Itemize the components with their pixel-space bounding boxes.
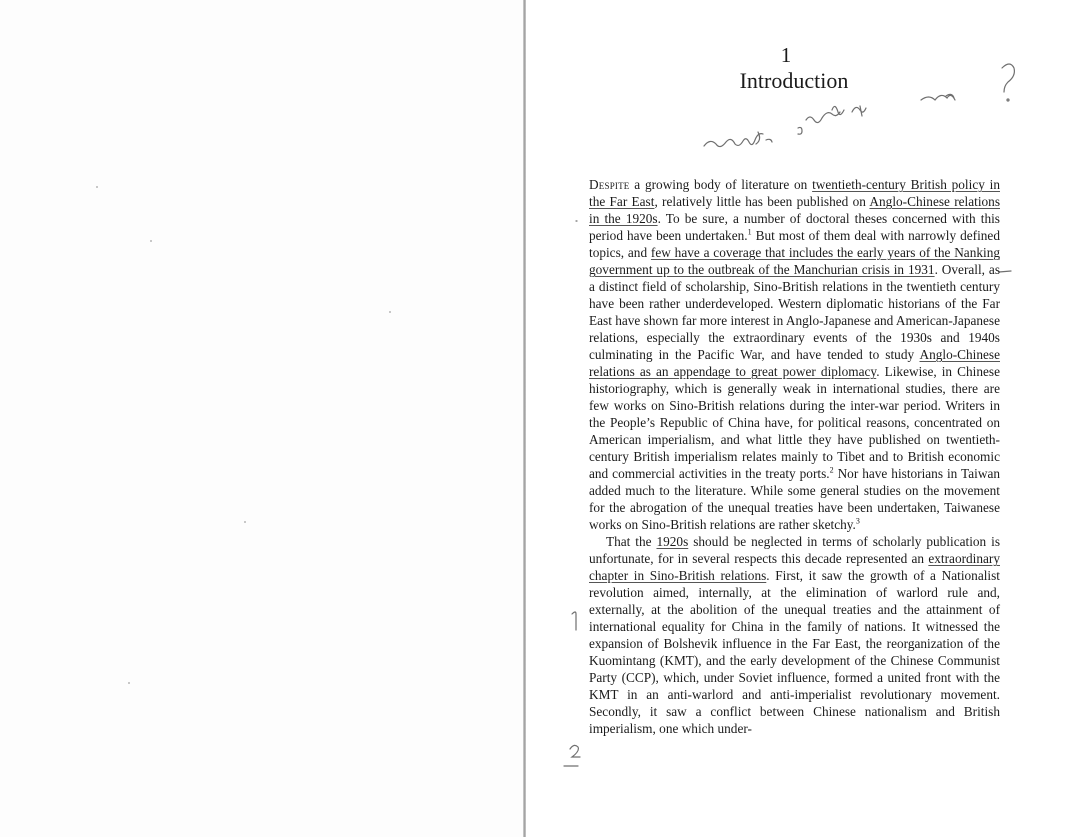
handwritten-scribble	[704, 134, 763, 147]
text-run: Nor have historians in Taiwan added much to the literature. While some general studies on the movement for the abrogation of the unequal treaties have been undertaken, Taiwanese works on Sino-British relations are rather sketchy.	[589, 466, 1000, 532]
text-run: That the	[606, 534, 657, 549]
underlined-text: extraordinary chapter in Sino-British relations	[589, 551, 1000, 583]
underlined-text: 1920s	[656, 534, 689, 549]
paper-speck	[128, 682, 130, 684]
text-run: . Likewise, in Chinese historiography, which is generally weak in international studies, there are few works on Sino-British relations during the inter-war period. Writers in the People’s Republic of China have, for political reasons, concentrated on American imperialism, and what little they have published on twentieth-century British imperialism relates mainly to Tibet and to British economic and commercial activities in the treaty ports.	[589, 364, 1000, 481]
underlined-text: Anglo-Chinese relations as an appendage to great power diplomacy	[589, 347, 1000, 379]
text-run: But most of them deal with narrowly defined topics, and	[589, 228, 1000, 260]
margin-mark-1	[572, 612, 576, 630]
paper-speck	[244, 521, 246, 523]
text-run: a growing body of literature on	[629, 177, 813, 192]
text-run: . First, it saw the growth of a Nationalist revolution aimed, internally, at the elimination of warlord rule and, externally, at the abolition of the unequal treaties and the attainment of international equality for China in the family of nations. It witnessed the expansion of Bolshevik influence in the Far East, the reorganization of the Kuomintang (KMT), and the early development of the Chinese Communist Party (CCP), which, under Soviet influence, formed a united front with the KMT in an anti-warlord and anti-imperialist revolutionary movement. Secondly, it saw a conflict between Chinese nationalism and British imperialism, one which under-	[589, 568, 1000, 736]
underlined-text: few have a coverage that includes the early years of the Nanking government up to the outbreak of the Manchurian crisis in 1931	[589, 245, 1000, 277]
right-page	[526, 0, 1080, 837]
paragraph-2	[589, 533, 1000, 737]
text-run: , relatively little has been published on	[654, 194, 870, 209]
underlined-text: Anglo-Chinese relations in the 1920s	[589, 194, 1000, 226]
handwritten-scribble	[756, 132, 772, 144]
drop-lead-word: Despite	[589, 177, 630, 192]
footnote-ref: 2	[829, 465, 834, 475]
paragraph-1	[589, 176, 1000, 533]
footnote-ref: 1	[747, 227, 752, 237]
footnote-ref: 3	[855, 516, 860, 526]
chapter-body-text	[589, 176, 1000, 737]
handwritten-scribble	[921, 94, 955, 100]
handwritten-scribble	[798, 106, 844, 134]
paper-speck	[150, 240, 152, 242]
handwritten-scribble	[852, 106, 866, 116]
margin-tick	[999, 271, 1011, 272]
paper-speck	[96, 186, 98, 188]
margin-mark-2	[564, 745, 580, 766]
text-run: should be neglected in terms of scholarly publication is unfortunate, for in several respects this decade represented an	[589, 534, 1001, 566]
chapter-title: Introduction	[739, 68, 849, 93]
text-run: . To be sure, a number of doctoral theses concerned with this period have been undertaken.	[589, 211, 1000, 243]
underlined-text: twentieth-century British policy in the Far East	[589, 177, 1000, 209]
left-page-blank	[0, 0, 523, 837]
paper-speck	[389, 311, 391, 313]
text-run: . Overall, as a distinct field of scholarship, Sino-British relations in the twentieth century have been rather underdeveloped. Western diplomatic historians of the Far East have shown far more interest in Anglo-Japanese and American-Japanese relations, especially the extraordinary events of the 1930s and 1940s culminating in the Pacific War, and have tended to study	[589, 262, 1000, 362]
chapter-number: 1	[780, 43, 792, 67]
